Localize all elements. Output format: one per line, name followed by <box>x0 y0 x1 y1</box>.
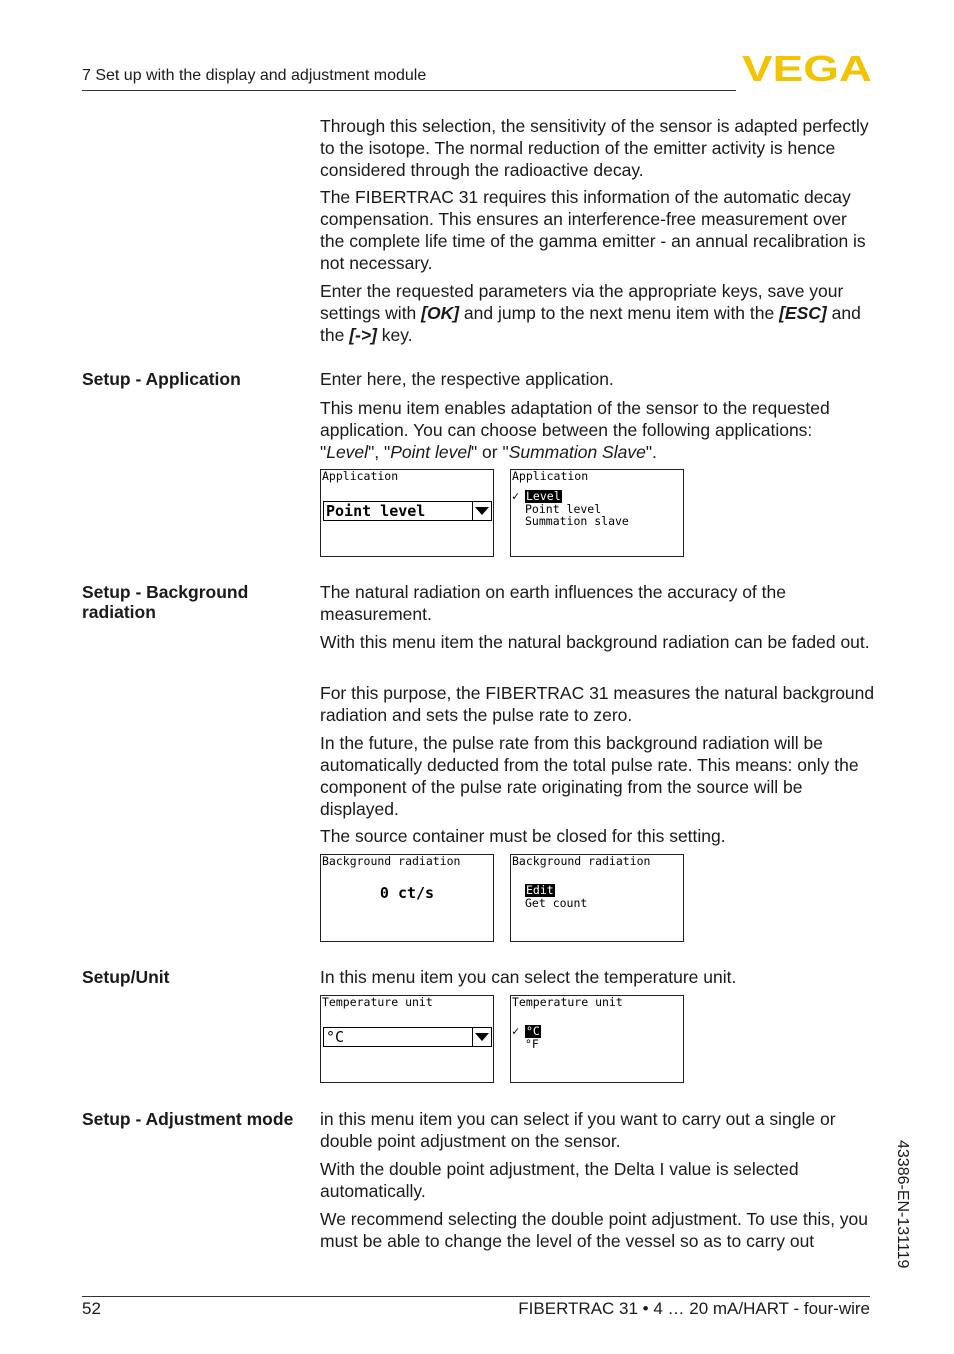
background-paragraph-2: With this menu item the natural background radiation can be faded out. <box>320 632 870 652</box>
page-number: 52 <box>82 1299 101 1318</box>
adjustment-paragraph-3: We recommend selecting the double point adjustment. To use this, you must be able to change the level of the vessel so as to carry out <box>320 1209 869 1251</box>
selected-value: Point level <box>326 502 426 520</box>
section-header: 7 Set up with the display and adjustment module <box>82 67 427 84</box>
background-paragraph-1: The natural radiation on earth influences the accuracy of the measurement. <box>320 582 786 624</box>
svg-text:VEGA: VEGA <box>742 52 872 84</box>
checkmark-icon: ✓ <box>512 489 520 503</box>
header-divider <box>82 90 736 91</box>
background-options-screen <box>510 854 684 942</box>
option-point-level[interactable]: Point level <box>525 502 602 516</box>
intro-paragraph-1: Through this selection, the sensitivity of the sensor is adapted perfectly to the isotope. The normal reduction of the emitter activity is hence considered through the radioactive decay. <box>320 116 869 180</box>
application-paragraph-2: This menu item enables adaptation of the sensor to the requested application. You can choose between the following applications: "Level", "Point level" or "Summation Slave". <box>320 398 830 462</box>
screen-title: Background radiation <box>322 854 461 868</box>
footer-title: FIBERTRAC 31 • 4 … 20 mA/HART - four-wire <box>518 1299 870 1318</box>
application-display-screen <box>320 469 494 557</box>
checkmark-icon: ✓ <box>512 1024 520 1038</box>
option-edit[interactable]: Edit <box>526 883 554 897</box>
application-select[interactable] <box>323 501 492 521</box>
screen-title: Application <box>322 469 399 483</box>
background-paragraph-4: In the future, the pulse rate from this background radiation will be automatically deducted from the total pulse rate. This means: only the component of the pulse rate originating from the source will be displayed. <box>320 733 859 819</box>
selected-value: °C <box>326 1028 345 1046</box>
option-level[interactable]: Level <box>526 489 561 503</box>
adjustment-paragraph-1: in this menu item you can select if you want to carry out a single or double point adjustment on the sensor. <box>320 1109 836 1151</box>
setup-adjustment-heading: Setup - Adjustment mode <box>82 1109 294 1129</box>
document-code: 43386-EN-131119 <box>894 1140 911 1269</box>
dropdown-arrow-icon[interactable] <box>472 502 491 520</box>
setup-background-heading: Setup - Background radiation <box>82 582 249 622</box>
option-fahrenheit[interactable]: °F <box>525 1037 539 1051</box>
background-paragraph-5: The source container must be closed for this setting. <box>320 826 726 846</box>
unit-paragraph-1: In this menu item you can select the temperature unit. <box>320 967 737 987</box>
screen-title: Background radiation <box>512 854 651 868</box>
background-paragraph-3: For this purpose, the FIBERTRAC 31 measures the natural background radiation and sets the pulse rate to zero. <box>320 683 875 725</box>
esc-key: [ESC] <box>779 303 827 323</box>
background-display-screen <box>320 854 494 942</box>
screen-title: Application <box>512 469 589 483</box>
unit-select[interactable] <box>323 1027 492 1047</box>
screen-title: Temperature unit <box>512 995 623 1009</box>
ok-key: [OK] <box>421 303 460 323</box>
option-celsius[interactable]: °C <box>526 1024 540 1038</box>
setup-application-heading: Setup - Application <box>82 369 241 389</box>
dropdown-arrow-icon[interactable] <box>472 1028 491 1046</box>
unit-display-screen <box>320 995 494 1083</box>
option-get-count[interactable]: Get count <box>525 896 588 910</box>
unit-options-screen <box>510 995 684 1083</box>
setup-unit-heading: Setup/Unit <box>82 967 170 987</box>
intro-paragraph-3: Enter the requested parameters via the appropriate keys, save your settings with [OK] and jump to the next menu item with the [ESC] and the [->] key. <box>320 281 861 345</box>
screen-title: Temperature unit <box>322 995 433 1009</box>
application-options-screen <box>510 469 684 557</box>
intro-paragraph-2: The FIBERTRAC 31 requires this information of the automatic decay compensation. This ensures an interference-free measurement over the complete life time of the gamma emitter - an annual recalibration is not necessary. <box>320 187 866 273</box>
count-value: 0 ct/s <box>379 884 435 902</box>
arrow-key: [->] <box>349 325 377 345</box>
option-summation-slave[interactable]: Summation slave <box>525 514 629 528</box>
application-paragraph-1: Enter here, the respective application. <box>320 369 614 389</box>
vega-logo <box>742 52 872 84</box>
adjustment-paragraph-2: With the double point adjustment, the Delta I value is selected automatically. <box>320 1159 799 1201</box>
footer-divider <box>82 1296 870 1297</box>
